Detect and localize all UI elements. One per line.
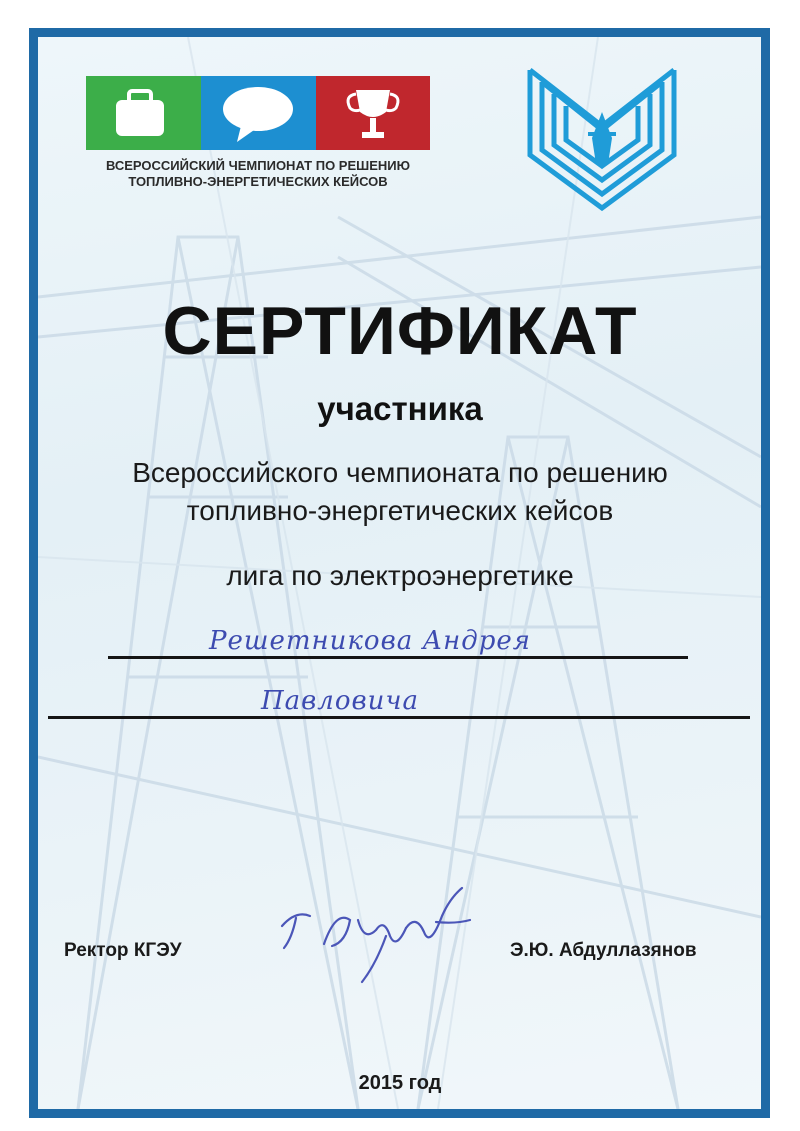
logo-tile-red [316,76,430,150]
logo-tile-blue [201,76,316,150]
championship-logo [86,76,430,196]
recipient-name-line1: Решетникова Андрея [208,626,532,656]
certificate-title: СЕРТИФИКАТ [162,293,638,369]
briefcase-icon [86,76,201,150]
logo-caption [86,158,430,190]
logo-caption-line2: ТОПЛИВНО-ЭНЕРГЕТИЧЕСКИХ КЕЙСОВ [128,174,388,189]
trophy-icon [316,76,430,150]
logo-tile-green [86,76,201,150]
recipient-name-line2: Павловича [260,686,420,716]
certificate-year: 2015 год [358,1072,442,1094]
league-name: лига по электроэнергетике [226,560,574,591]
signatory-name: Э.Ю. Абдуллазянов [510,940,697,961]
logo-tiles [86,76,430,150]
speech-bubble-icon [201,76,316,150]
logo-caption-line1: ВСЕРОССИЙСКИЙ ЧЕМПИОНАТ ПО РЕШЕНИЮ [105,158,411,173]
description-line1: Всероссийского чемпионата по решению [132,457,668,488]
description-line2: топливно-энергетических кейсов [186,495,614,526]
certificate-subtitle: участника [317,390,483,427]
name-underline-1 [108,656,688,659]
university-emblem-icon [522,60,682,216]
signatory-title: Ректор КГЭУ [64,940,182,961]
name-underline-2 [48,716,750,719]
handwritten-signature [266,880,486,990]
certificate-description [0,454,800,530]
